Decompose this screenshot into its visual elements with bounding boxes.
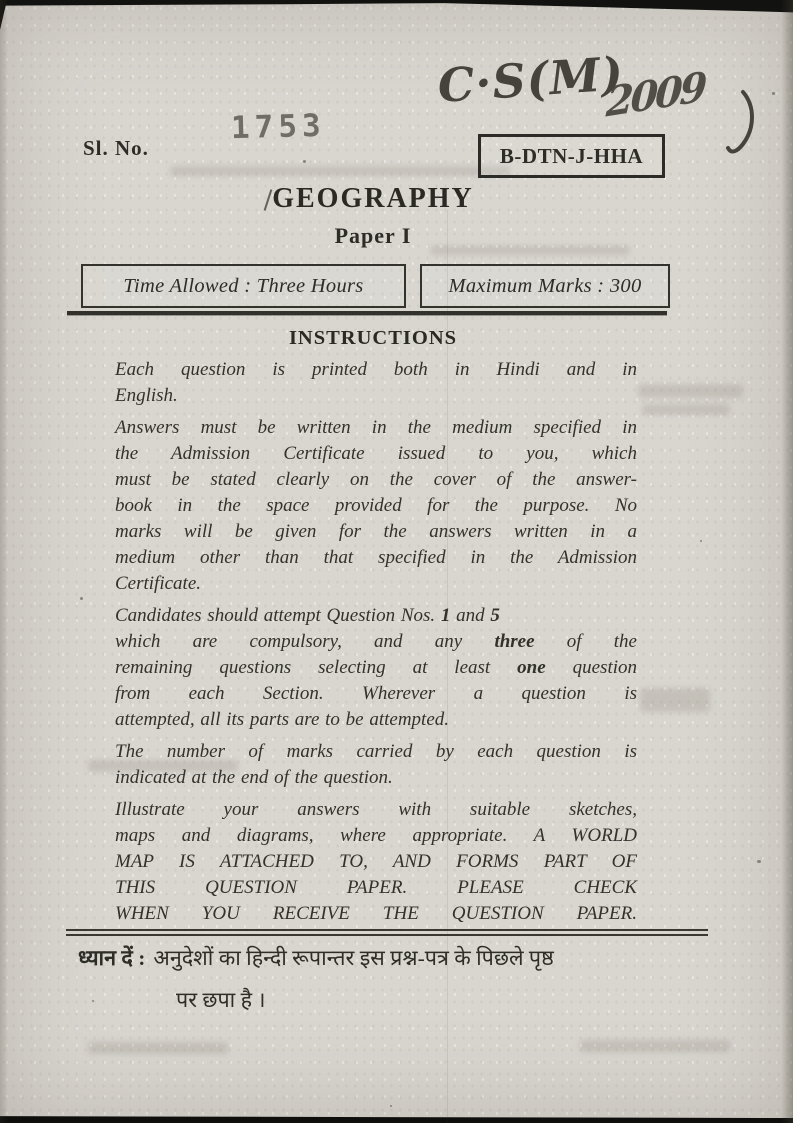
instruction-text: and [450,605,491,626]
instruction-line: The number of marks carried by each question is [115,741,637,762]
serial-number-label: Sl. No. [83,136,149,160]
ghost-text-smudge [640,688,710,712]
instruction-line: English. [115,385,178,406]
bold-emphasis: 5 [490,605,500,626]
instruction-line: marks will be given for the answers written in a [115,521,637,542]
dust-speck [757,860,761,863]
hindi-note-line [78,942,723,974]
time-allowed-box: Time Allowed : Three Hours [81,264,406,308]
instructions-heading: INSTRUCTIONS [288,327,458,349]
instruction-line: the Admission Certificate issued to you, which [115,443,637,464]
bold-emphasis: three [494,631,535,652]
dust-speck [390,1105,392,1107]
instruction-line: indicated at the end of the question. [115,767,393,788]
ghost-text-smudge [88,1042,228,1054]
paper-title: GEOGRAPHY [272,183,474,214]
handwritten-flourish [728,92,752,151]
instruction-text: remaining questions selecting at least [115,657,518,678]
instruction-line [115,655,637,681]
ghost-text-smudge [170,166,510,176]
handwritten-code-text: C·S(M) [436,46,626,113]
maximum-marks-box: Maximum Marks : 300 [420,264,670,308]
instruction-paragraph [115,603,637,733]
instruction-line: WHEN YOU RECEIVE THE QUESTION PAPER. [115,903,637,924]
instruction-line: book in the space provided for the purpose. No [115,495,637,516]
instruction-text: Candidates should attempt Question Nos. [115,605,441,626]
instruction-paragraph [115,797,637,927]
handwritten-year-text: 2009 [604,62,706,127]
hindi-note-line: पर छपा है । [176,988,266,1012]
dust-speck [303,160,306,163]
instruction-text: which are compulsory, and any [115,631,495,652]
instruction-line [115,629,637,655]
instruction-paragraph [115,739,637,791]
bold-emphasis: 1 [440,605,451,626]
instruction-line: Each question is printed both in Hindi and in [115,359,637,380]
instruction-text: of the [534,631,637,652]
instruction-line: maps and diagrams, where appropriate. A WORLD [115,825,637,846]
instruction-line: must be stated clearly on the cover of the answer- [115,469,637,490]
instruction-paragraph [115,357,637,409]
instructions-block [115,357,637,933]
instruction-line: from each Section. Wherever a question is [115,683,637,704]
instruction-line: Answers must be written in the medium specified in [115,417,637,438]
ghost-text-smudge [638,384,743,398]
header-divider-rule [67,311,667,315]
instruction-line: attempted, all its parts are to be attempted. [115,709,450,730]
dust-speck [700,540,702,542]
scan-shadow-right [781,0,793,1123]
instruction-line: medium other than that specified in the Admission [115,547,637,568]
hindi-note-label: ध्यान दें : [78,946,146,970]
footer-divider-rule [66,929,708,936]
scan-edge-top [0,0,793,14]
hindi-note [78,942,723,1016]
scan-shadow-left [0,0,8,1123]
instruction-text: question [545,657,637,678]
instruction-line: Illustrate your answers with suitable sketches, [115,799,637,820]
scan-edge-bottom [0,1112,793,1123]
instruction-line: MAP IS ATTACHED TO, AND FORMS PART OF [115,851,637,872]
paper-code-box: B-DTN-J-HHA [478,134,665,178]
paper-subtitle: Paper I [334,223,412,248]
dust-speck [80,597,83,600]
serial-number-stamp: 1753 [230,107,327,147]
ghost-text-smudge [580,1040,730,1052]
hindi-note-text: अनुदेशों का हिन्दी रूपान्तर इस प्रश्न-पत्र के पिछले पृष्ठ [153,946,554,970]
instruction-paragraph [115,415,637,597]
instruction-line [115,603,637,629]
instruction-line: Certificate. [115,573,202,594]
bold-emphasis: one [517,657,546,678]
ghost-text-smudge [642,404,730,415]
instruction-line: THIS QUESTION PAPER. PLEASE CHECK [115,877,637,898]
